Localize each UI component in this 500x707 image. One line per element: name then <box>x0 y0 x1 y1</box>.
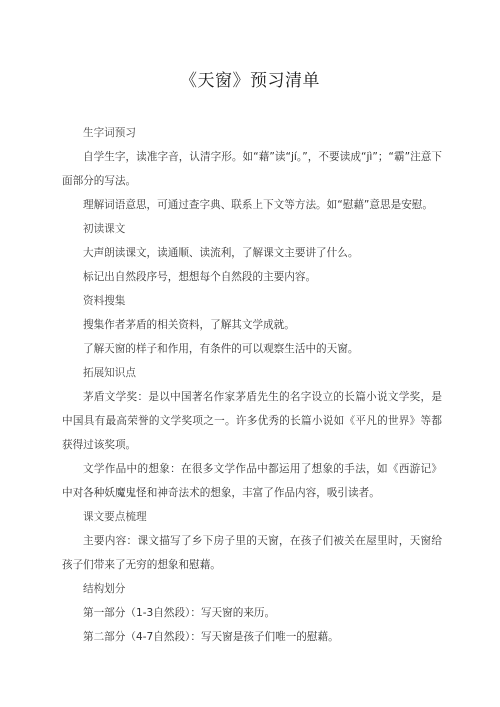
section-heading: 生字词预习 <box>83 127 136 139</box>
section-heading: 课文要点梳理 <box>83 511 147 523</box>
paragraph: 茅盾文学奖：是以中国著名作家茅盾先生的名字设立的长篇小说文学奖，是中国具有最高荣誉的文学奖项之一。许多优秀的长篇小说如《平凡的世界》等都获得过该奖项。 <box>62 391 442 451</box>
paragraph: 文学作品中的想象：在很多文学作品中都运用了想象的手法，如《西游记》中对各种妖魔鬼怪和神奇法术的想象，丰富了作品内容，吸引读者。 <box>62 463 442 499</box>
paragraph: 理解词语意思，可通过查字典、联系上下文等方法。如“慰藉”意思是安慰。 <box>83 199 433 211</box>
section-heading: 资料搜集 <box>83 295 126 307</box>
paragraph: 标记出自然段序号，想想每个自然段的主要内容。 <box>83 271 317 283</box>
section-heading: 初读课文 <box>83 223 126 235</box>
paragraph: 大声朗读课文，读通顺、读流利，了解课文主要讲了什么。 <box>83 247 359 259</box>
paragraph: 自学生字，读准字音，认清字形。如“藉”读“jí。”，不要读成“jì”；“霸”注意下面部分的写法。 <box>62 151 442 187</box>
paragraph: 了解天窗的样子和作用，有条件的可以观察生活中的天窗。 <box>83 343 359 355</box>
document-body <box>62 121 442 649</box>
section-heading: 拓展知识点 <box>83 367 136 379</box>
section-heading: 结构划分 <box>83 583 126 595</box>
paragraph: 第二部分（4-7自然段）：写天窗是孩子们唯一的慰藉。 <box>83 631 339 643</box>
paragraph: 主要内容：课文描写了乡下房子里的天窗，在孩子们被关在屋里时，天窗给孩子们带来了无穷的想象和慰藉。 <box>62 535 442 571</box>
paragraph: 第一部分（1-3自然段）：写天窗的来历。 <box>83 607 276 619</box>
paragraph: 搜集作者茅盾的相关资料，了解其文学成就。 <box>83 319 295 331</box>
document-title: 《天窗》预习清单 <box>180 71 320 91</box>
